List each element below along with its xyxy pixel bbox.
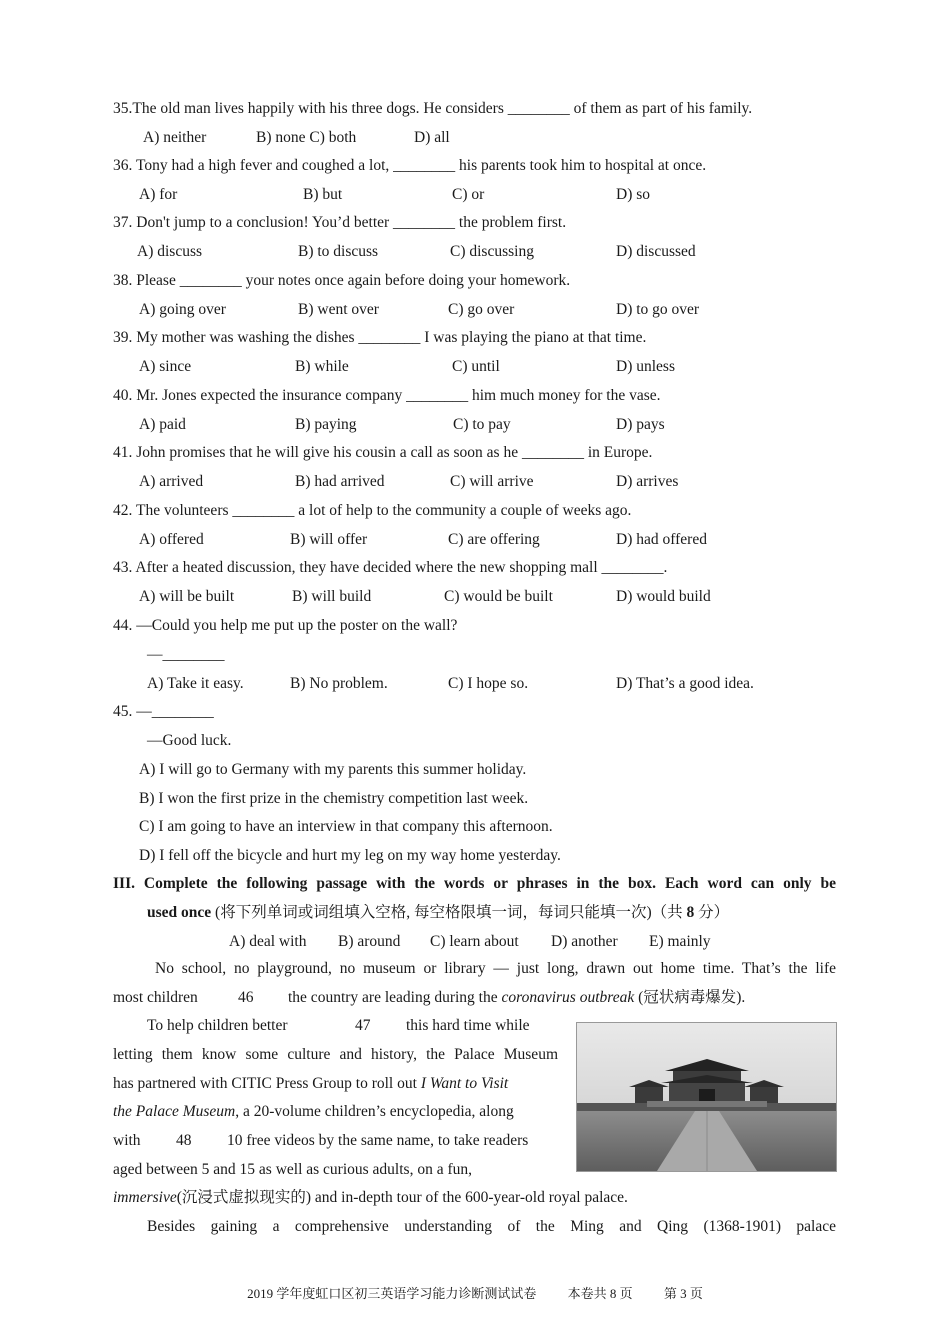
- section-3-heading-cont: [147, 903, 729, 923]
- passage-p2-line1-end: this hard time while: [406, 1017, 530, 1034]
- passage-p3-line1: Besides gaining a comprehensive understanding of the Ming and Qing (1368-1901) palace: [147, 1218, 836, 1235]
- question-35-option-d: D) all: [414, 129, 450, 146]
- question-44-option-b: B) No problem.: [290, 675, 388, 692]
- question-38-option-d: D) to go over: [616, 301, 700, 318]
- passage-p2-book-title-a: I Want to Visit: [420, 1075, 509, 1092]
- passage-p2-line2: letting them know some culture and history, the Palace Museum: [113, 1046, 558, 1063]
- question-42-option-a: A) offered: [139, 531, 204, 548]
- question-43-option-b: B) will build: [292, 588, 372, 605]
- word-box-item-c: C) learn about: [430, 933, 519, 950]
- passage-p2-line4-text: , a 20-volume children’s encyclopedia, along: [235, 1103, 514, 1120]
- question-43-option-c: C) would be built: [444, 588, 553, 605]
- question-45-option-c: C) I am going to have an interview in that company this afternoon.: [139, 818, 553, 835]
- question-41-option-c: C) will arrive: [450, 473, 534, 490]
- question-39-option-d: D) unless: [616, 358, 675, 375]
- palace-museum-photo: [576, 1022, 837, 1172]
- question-42-option-b: B) will offer: [290, 531, 368, 548]
- question-42-stem: 42. The volunteers ________ a lot of help to the community a couple of weeks ago.: [113, 502, 632, 519]
- passage-p1-text: the country are leading during the: [288, 989, 502, 1006]
- word-box-item-a: A) deal with: [229, 933, 307, 950]
- question-42-option-c: C) are offering: [448, 531, 540, 548]
- blank-46: 46: [238, 989, 254, 1006]
- question-37-option-d: D) discussed: [616, 243, 696, 260]
- question-38-option-c: C) go over: [448, 301, 515, 318]
- passage-p2-line5-end: 10 free videos by the same name, to take readers: [227, 1132, 529, 1149]
- question-39-option-a: A) since: [139, 358, 192, 375]
- question-45-option-a: A) I will go to Germany with my parents this summer holiday.: [139, 761, 527, 778]
- word-box-item-b: B) around: [338, 933, 401, 950]
- page-footer: [0, 1283, 950, 1302]
- question-36-option-a: A) for: [139, 186, 178, 203]
- blank-48: 48: [176, 1132, 192, 1149]
- question-37-option-c: C) discussing: [450, 243, 534, 260]
- section-3-points-tail: 分）: [694, 904, 730, 921]
- question-40-stem: 40. Mr. Jones expected the insurance company ________ him much money for the vase.: [113, 387, 661, 404]
- section-3-points: 8: [686, 904, 695, 921]
- question-40-option-c: C) to pay: [453, 416, 511, 433]
- footer-total-pages: 本卷共 8 页: [567, 1286, 633, 1301]
- question-37-option-b: B) to discuss: [298, 243, 379, 260]
- question-45-option-d: D) I fell off the bicycle and hurt my leg on my way home yesterday.: [139, 847, 561, 864]
- question-36-option-d: D) so: [616, 186, 651, 203]
- question-36-option-b: B) but: [303, 186, 343, 203]
- question-44-option-a: A) Take it easy.: [147, 675, 244, 692]
- section-3-heading: III. Complete the following passage with the words or phrases in the box. Each word can only be: [113, 875, 836, 892]
- question-36-option-c: C) or: [452, 186, 485, 203]
- passage-p1-tail: (冠状病毒爆发).: [634, 989, 746, 1006]
- question-40-option-b: B) paying: [295, 416, 357, 433]
- question-43-option-d: D) would build: [616, 588, 711, 605]
- section-3-instructions-cn: (将下列单词或词组填入空格, 每空格限填一词，每词只能填一次)（共: [211, 904, 687, 921]
- passage-p1-line2-start: most children: [113, 989, 198, 1006]
- question-36-stem: 36. Tony had a high fever and coughed a lot, ________ his parents took him to hospital at once.: [113, 157, 707, 174]
- word-box-item-d: D) another: [551, 933, 618, 950]
- question-45-line2: —Good luck.: [147, 732, 232, 749]
- question-41-stem: 41. John promises that he will give his cousin a call as soon as he ________ in Europe.: [113, 444, 653, 461]
- question-38-option-a: A) going over: [139, 301, 226, 318]
- question-44-line2: —________: [147, 646, 225, 663]
- question-45-line1: 45. —________: [113, 703, 214, 720]
- question-44-line1: 44. —Could you help me put up the poster on the wall?: [113, 617, 458, 634]
- question-45-option-b: B) I won the first prize in the chemistry competition last week.: [139, 790, 529, 807]
- passage-p2-line7-text: (沉浸式虚拟现实的) and in-depth tour of the 600-year-old royal palace.: [176, 1189, 628, 1206]
- question-35-option-a: A) neither: [143, 129, 207, 146]
- question-37-option-a: A) discuss: [137, 243, 203, 260]
- question-41-option-b: B) had arrived: [295, 473, 385, 490]
- question-38-option-b: B) went over: [298, 301, 379, 318]
- passage-p1-line1: No school, no playground, no museum or library — just long, drawn out home time. That’s the life: [155, 960, 836, 977]
- question-41-option-a: A) arrived: [139, 473, 204, 490]
- passage-p1-line2-end: [288, 988, 745, 1008]
- passage-p2-line6: aged between 5 and 15 as well as curious adults, on a fun,: [113, 1161, 472, 1178]
- question-43-stem: 43. After a heated discussion, they have decided where the new shopping mall ________.: [113, 559, 668, 576]
- question-38-stem: 38. Please ________ your notes once again before doing your homework.: [113, 272, 571, 289]
- passage-p2-line3-text: has partnered with CITIC Press Group to roll out: [113, 1075, 421, 1092]
- question-35-stem: 35.The old man lives happily with his three dogs. He considers ________ of them as part of his family.: [113, 100, 753, 117]
- question-40-option-d: D) pays: [616, 416, 665, 433]
- passage-p1-italic: coronavirus outbreak: [501, 989, 635, 1006]
- question-39-stem: 39. My mother was washing the dishes ________ I was playing the piano at that time.: [113, 329, 647, 346]
- question-37-stem: 37. Don't jump to a conclusion! You’d better ________ the problem first.: [113, 214, 567, 231]
- passage-p2-immersive: immersive: [113, 1189, 177, 1206]
- question-41-option-d: D) arrives: [616, 473, 679, 490]
- question-35-option-b-c: B) none C) both: [256, 129, 357, 146]
- question-39-option-b: B) while: [295, 358, 349, 375]
- word-box-item-e: E) mainly: [649, 933, 711, 950]
- question-39-option-c: C) until: [452, 358, 500, 375]
- footer-page-number: 第 3 页: [663, 1286, 703, 1301]
- passage-p2-line7: [113, 1188, 628, 1208]
- blank-47: 47: [355, 1017, 371, 1034]
- passage-p2-line5-start: with: [113, 1132, 141, 1149]
- question-42-option-d: D) had offered: [616, 531, 707, 548]
- passage-p2-book-title-b: the Palace Museum: [113, 1103, 236, 1120]
- footer-exam-title: 2019 学年度虹口区初三英语学习能力诊断测试试卷: [247, 1286, 537, 1301]
- question-44-option-c: C) I hope so.: [448, 675, 529, 692]
- question-43-option-a: A) will be built: [139, 588, 235, 605]
- question-44-option-d: D) That’s a good idea.: [616, 675, 754, 692]
- passage-p2-line3: [113, 1074, 508, 1094]
- passage-p2-line1-start: To help children better: [147, 1017, 288, 1034]
- question-40-option-a: A) paid: [139, 416, 186, 433]
- section-3-used-once: used once: [147, 904, 212, 921]
- passage-p2-line4: [113, 1102, 514, 1122]
